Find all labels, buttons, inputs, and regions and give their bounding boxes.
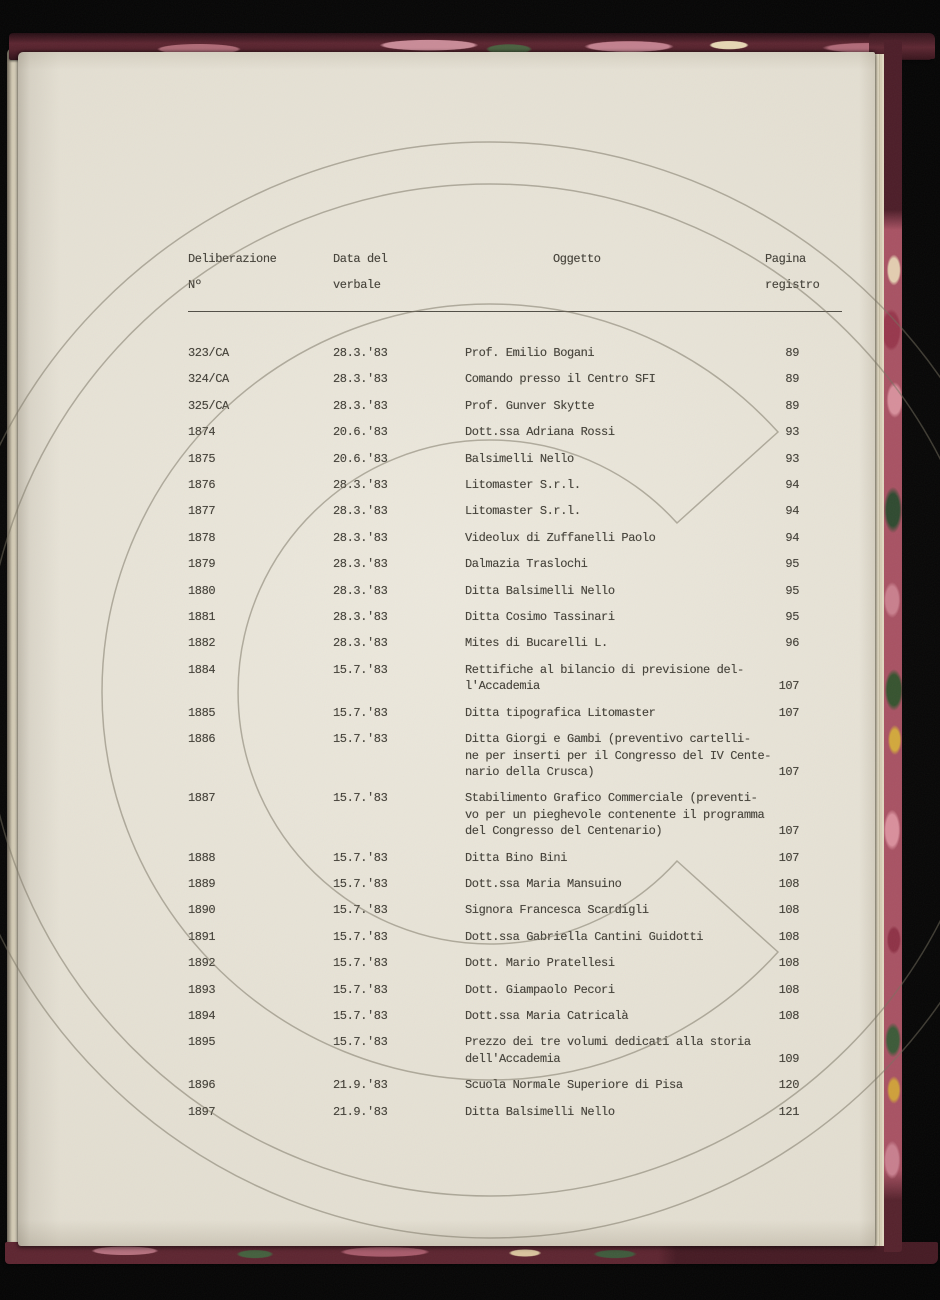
cell-pagina: 93 xyxy=(785,451,799,466)
table-row xyxy=(188,345,844,361)
cell-data: 15.7.'83 xyxy=(333,705,388,720)
cell-pagina: 93 xyxy=(785,425,799,440)
cell-deliberazione: 1894 xyxy=(188,1008,216,1023)
header-data-line1: Data del xyxy=(333,252,388,266)
cell-deliberazione: 1893 xyxy=(188,982,216,997)
cell-deliberazione: 1888 xyxy=(188,850,216,865)
cell-deliberazione: 1874 xyxy=(188,425,216,440)
cell-pagina: 108 xyxy=(778,956,799,971)
oggetto-line: Dott.ssa Maria Catricalà xyxy=(465,1008,629,1023)
cell-oggetto xyxy=(465,345,755,361)
cell-deliberazione: 1895 xyxy=(188,1035,216,1050)
cell-oggetto xyxy=(465,850,755,866)
cell-pagina: 109 xyxy=(778,1051,799,1066)
header-deliberazione-line1: Deliberazione xyxy=(188,252,277,266)
oggetto-line: dell'Accademia xyxy=(465,1051,561,1066)
table-row xyxy=(188,503,844,519)
cell-oggetto xyxy=(465,583,755,599)
cell-deliberazione: 1885 xyxy=(188,705,216,720)
oggetto-line: nario della Crusca) xyxy=(465,764,595,779)
cell-data: 28.3.'83 xyxy=(333,610,388,625)
cell-data: 28.3.'83 xyxy=(333,636,388,651)
cell-oggetto xyxy=(465,731,772,780)
cell-pagina: 108 xyxy=(778,876,799,891)
table-row xyxy=(188,876,844,892)
oggetto-line: Stabilimento Grafico Commerciale (preventi- xyxy=(465,791,758,806)
cell-pagina: 107 xyxy=(778,850,799,865)
cell-deliberazione: 1884 xyxy=(188,662,216,677)
header-oggetto-label: Oggetto xyxy=(553,252,601,266)
cell-data: 15.7.'83 xyxy=(333,791,388,806)
table-row xyxy=(188,451,844,467)
cell-deliberazione: 1887 xyxy=(188,791,216,806)
header-data xyxy=(333,246,465,298)
cell-pagina: 94 xyxy=(785,478,799,493)
oggetto-line: Ditta Balsimelli Nello xyxy=(465,1104,615,1119)
cell-pagina: 121 xyxy=(778,1104,799,1119)
cell-pagina: 107 xyxy=(778,764,799,779)
oggetto-line: Dott.ssa Gabriella Cantini Guidotti xyxy=(465,929,704,944)
oggetto-line: Dott. Mario Pratellesi xyxy=(465,956,615,971)
table-row xyxy=(188,902,844,918)
cell-oggetto xyxy=(465,530,755,546)
table-row xyxy=(188,662,844,695)
cell-pagina: 108 xyxy=(778,903,799,918)
cell-data: 15.7.'83 xyxy=(333,662,388,677)
oggetto-line: Ditta tipografica Litomaster xyxy=(465,705,656,720)
marbled-endpaper-strip xyxy=(884,40,902,1252)
oggetto-line: Balsimelli Nello xyxy=(465,451,574,466)
cell-deliberazione: 1896 xyxy=(188,1078,216,1093)
oggetto-line: del Congresso del Centenario) xyxy=(465,824,663,839)
oggetto-line: Signora Francesca Scardigli xyxy=(465,903,649,918)
table-row xyxy=(188,398,844,414)
cell-data: 15.7.'83 xyxy=(333,1035,388,1050)
cell-oggetto xyxy=(465,1034,755,1067)
cell-oggetto xyxy=(465,1008,755,1024)
cell-pagina: 107 xyxy=(778,705,799,720)
oggetto-line: vo per un pieghevole contenente il programma xyxy=(465,807,765,822)
table-row xyxy=(188,635,844,651)
cell-oggetto xyxy=(465,705,755,721)
table-row xyxy=(188,530,844,546)
table-row xyxy=(188,424,844,440)
table-row xyxy=(188,1034,844,1067)
cell-data: 15.7.'83 xyxy=(333,876,388,891)
table-row xyxy=(188,371,844,387)
oggetto-line: Ditta Cosimo Tassinari xyxy=(465,610,615,625)
cell-data: 20.6.'83 xyxy=(333,425,388,440)
table-row xyxy=(188,790,844,839)
cell-data: 15.7.'83 xyxy=(333,850,388,865)
oggetto-line: Dott.ssa Adriana Rossi xyxy=(465,425,615,440)
header-deliberazione-line2: Nº xyxy=(188,278,202,292)
header-data-line2: verbale xyxy=(333,278,381,292)
cell-pagina: 107 xyxy=(778,824,799,839)
page-sheet xyxy=(18,52,875,1246)
table-row xyxy=(188,556,844,572)
oggetto-line: Dott.ssa Maria Mansuino xyxy=(465,876,622,891)
cell-data: 28.3.'83 xyxy=(333,346,388,360)
cell-pagina: 89 xyxy=(785,372,799,387)
header-pagina xyxy=(755,246,844,298)
oggetto-line: Ditta Bino Bini xyxy=(465,850,568,865)
cell-pagina: 95 xyxy=(785,610,799,625)
cell-data: 15.7.'83 xyxy=(333,982,388,997)
header-pagina-line2: registro xyxy=(765,278,820,292)
cell-data: 28.3.'83 xyxy=(333,583,388,598)
cell-deliberazione: 1890 xyxy=(188,903,216,918)
cell-oggetto xyxy=(465,955,755,971)
cell-deliberazione: 1886 xyxy=(188,732,216,747)
cell-data: 21.9.'83 xyxy=(333,1104,388,1119)
oggetto-line: Rettifiche al bilancio di previsione del- xyxy=(465,662,744,677)
table-row xyxy=(188,1104,844,1120)
table-row xyxy=(188,1008,844,1024)
table-row xyxy=(188,850,844,866)
table-row xyxy=(188,609,844,625)
cell-oggetto xyxy=(465,609,755,625)
cell-oggetto xyxy=(465,1077,755,1093)
header-oggetto xyxy=(465,246,755,298)
cell-oggetto xyxy=(465,371,755,387)
oggetto-line: Litomaster S.r.l. xyxy=(465,504,581,519)
cell-pagina: 94 xyxy=(785,504,799,519)
oggetto-line: Scuola Normale Superiore di Pisa xyxy=(465,1078,683,1093)
cell-deliberazione: 1882 xyxy=(188,636,216,651)
cell-data: 28.3.'83 xyxy=(333,530,388,545)
cell-oggetto xyxy=(465,1104,755,1120)
cell-data: 21.9.'83 xyxy=(333,1078,388,1093)
cell-oggetto xyxy=(465,876,755,892)
cell-deliberazione: 1892 xyxy=(188,956,216,971)
oggetto-line: Mites di Bucarelli L. xyxy=(465,636,608,651)
oggetto-line: Dalmazia Traslochi xyxy=(465,557,588,572)
cell-data: 15.7.'83 xyxy=(333,903,388,918)
oggetto-line: Ditta Giorgi e Gambi (preventivo cartelli- xyxy=(465,732,751,747)
cell-data: 28.3.'83 xyxy=(333,398,388,413)
cell-pagina: 108 xyxy=(778,1008,799,1023)
cell-oggetto xyxy=(465,790,765,839)
cell-oggetto xyxy=(465,503,755,519)
cell-deliberazione: 1879 xyxy=(188,557,216,572)
cell-data: 20.6.'83 xyxy=(333,451,388,466)
cell-data: 15.7.'83 xyxy=(333,929,388,944)
cell-deliberazione: 1878 xyxy=(188,530,216,545)
oggetto-line: l'Accademia xyxy=(465,679,540,694)
cell-oggetto xyxy=(465,451,755,467)
oggetto-line: Dott. Giampaolo Pecori xyxy=(465,982,615,997)
cell-pagina: 108 xyxy=(778,929,799,944)
cell-data: 28.3.'83 xyxy=(333,372,388,387)
cell-pagina: 89 xyxy=(785,346,799,360)
cell-pagina: 108 xyxy=(778,982,799,997)
cell-oggetto xyxy=(465,398,755,414)
header-pagina-line1: Pagina xyxy=(765,252,806,266)
cell-data: 28.3.'83 xyxy=(333,557,388,572)
table-row xyxy=(188,583,844,599)
cell-deliberazione: 1880 xyxy=(188,583,216,598)
table-row xyxy=(188,1077,844,1093)
cell-pagina: 107 xyxy=(778,679,799,694)
table-row xyxy=(188,705,844,721)
table-row xyxy=(188,982,844,998)
cell-pagina: 94 xyxy=(785,530,799,545)
cell-data: 15.7.'83 xyxy=(333,956,388,971)
cell-deliberazione: 1889 xyxy=(188,876,216,891)
cell-data: 28.3.'83 xyxy=(333,504,388,519)
register-table xyxy=(188,246,844,1130)
cell-deliberazione: 1877 xyxy=(188,504,216,519)
table-row xyxy=(188,929,844,945)
oggetto-line: Prof. Emilio Bogani xyxy=(465,346,595,360)
oggetto-line: Prezzo dei tre volumi dedicati alla storia xyxy=(465,1035,751,1050)
table-header xyxy=(188,246,844,298)
table-row xyxy=(188,955,844,971)
cell-oggetto xyxy=(465,902,755,918)
cell-deliberazione: 325/CA xyxy=(188,398,229,413)
cell-oggetto xyxy=(465,662,755,695)
cell-oggetto xyxy=(465,929,755,945)
cell-pagina: 120 xyxy=(778,1078,799,1093)
cell-pagina: 96 xyxy=(785,636,799,651)
cell-oggetto xyxy=(465,477,755,493)
cell-pagina: 95 xyxy=(785,557,799,572)
cell-deliberazione: 1881 xyxy=(188,610,216,625)
table-body xyxy=(188,345,844,1120)
cell-deliberazione: 1876 xyxy=(188,478,216,493)
cell-oggetto xyxy=(465,556,755,572)
header-deliberazione xyxy=(188,246,333,298)
header-rule xyxy=(188,311,842,312)
cell-oggetto xyxy=(465,635,755,651)
cell-data: 15.7.'83 xyxy=(333,732,388,747)
oggetto-line: Prof. Gunver Skytte xyxy=(465,398,595,413)
cell-pagina: 95 xyxy=(785,583,799,598)
cell-deliberazione: 1875 xyxy=(188,451,216,466)
oggetto-line: Litomaster S.r.l. xyxy=(465,478,581,493)
cell-deliberazione: 323/CA xyxy=(188,346,229,360)
oggetto-line: Comando presso il Centro SFI xyxy=(465,372,656,387)
cell-data: 28.3.'83 xyxy=(333,478,388,493)
oggetto-line: Ditta Balsimelli Nello xyxy=(465,583,615,598)
cell-pagina: 89 xyxy=(785,398,799,413)
oggetto-line: ne per inserti per il Congresso del IV Cente- xyxy=(465,748,772,763)
cell-data: 15.7.'83 xyxy=(333,1008,388,1023)
cell-oggetto xyxy=(465,424,755,440)
oggetto-line: Videolux di Zuffanelli Paolo xyxy=(465,530,656,545)
table-row xyxy=(188,731,844,780)
cell-oggetto xyxy=(465,982,755,998)
table-row xyxy=(188,477,844,493)
cell-deliberazione: 324/CA xyxy=(188,372,229,387)
cell-deliberazione: 1897 xyxy=(188,1104,216,1119)
cell-deliberazione: 1891 xyxy=(188,929,216,944)
